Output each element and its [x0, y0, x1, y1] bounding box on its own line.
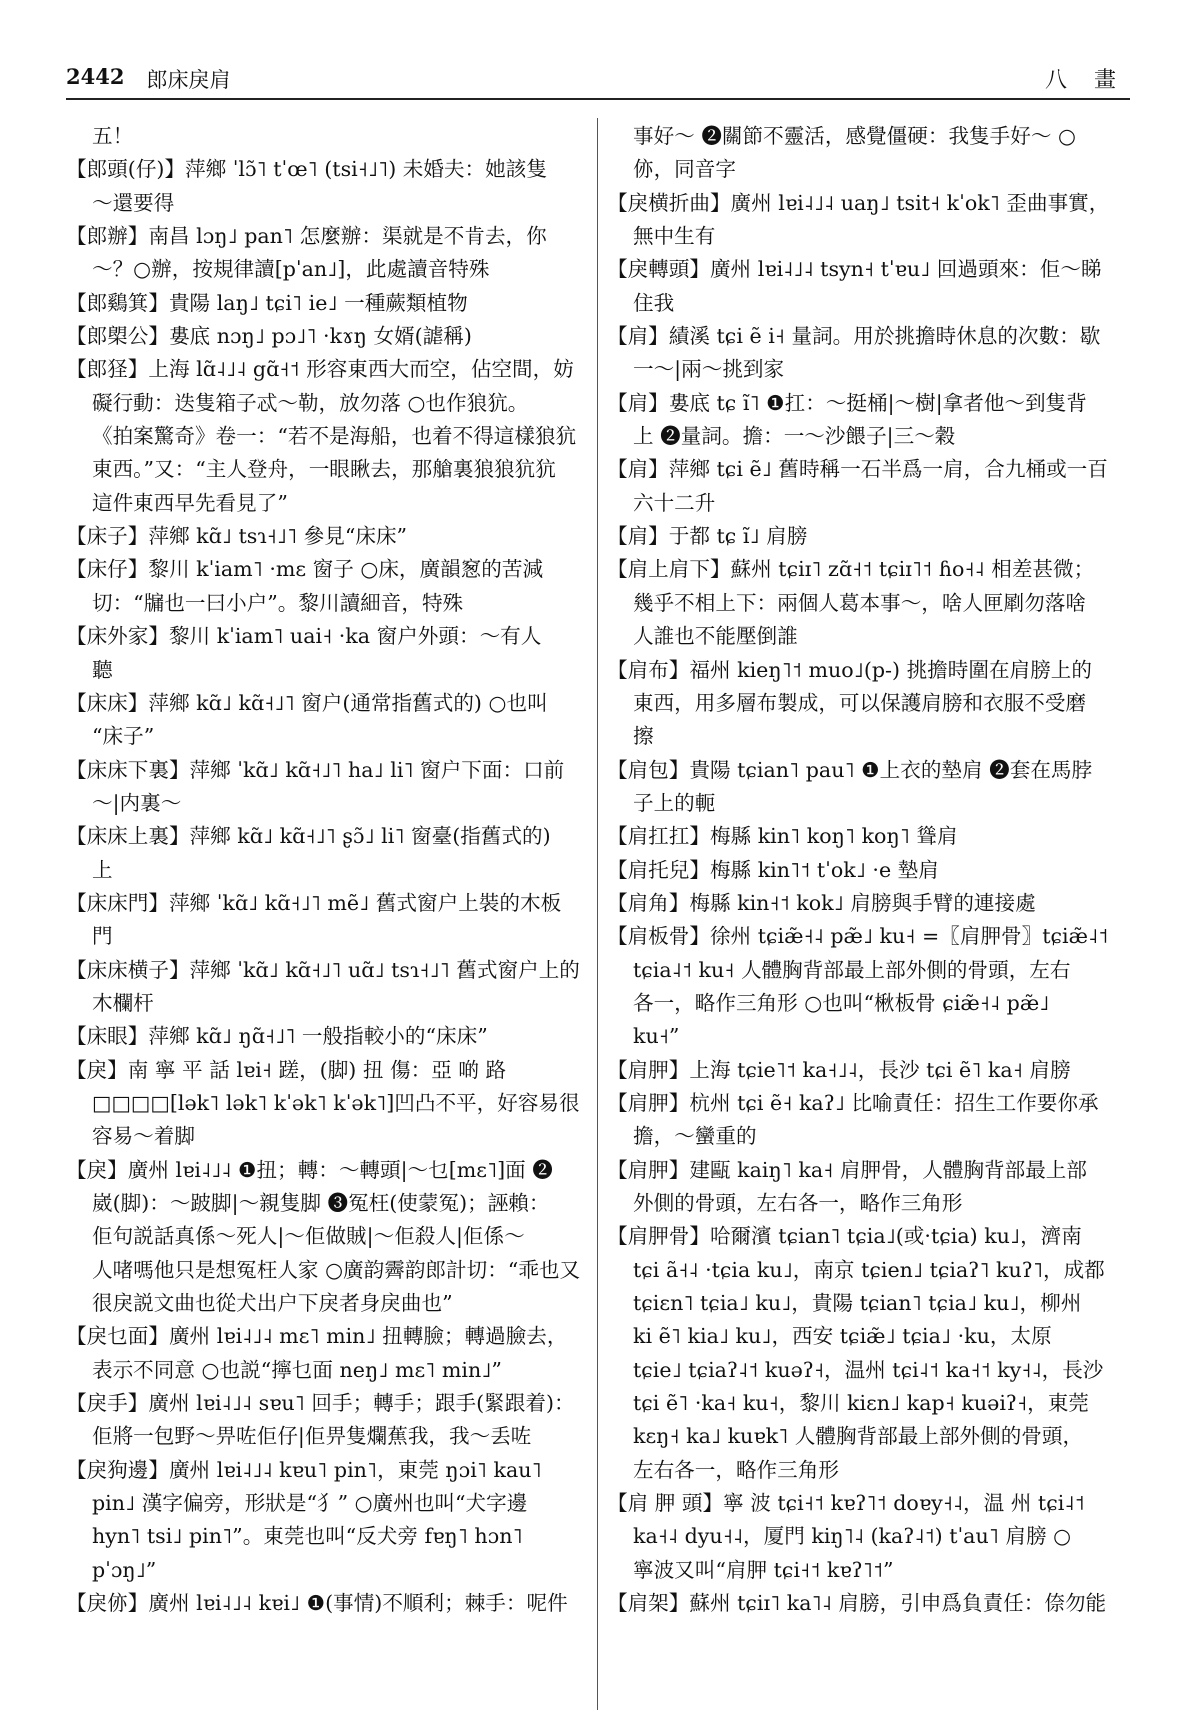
entry-continuation-line: 很戾説文曲也從犬出户下戾者身戾曲也” [92, 1291, 453, 1316]
entry-continuation-line: tɕi ã˧˨ ·tɕia ku˩，南京 tɕien˩ tɕiaʔ˥ kuʔ˥，成都 [633, 1257, 1105, 1282]
entry-continuation-line: ku˧” [633, 1024, 680, 1049]
entry-continuation-line: tɕie˩ tɕiaʔ˨˦ kuəʔ˧，温州 tɕi˨˦ ka˧˦ ky˧˨，長沙 [633, 1357, 1104, 1382]
entry-continuation-line: ka˧˨ dyu˧˨，厦門 kiŋ˥˨ (kaʔ˨˦) tˈau˥ 肩膀 ○ [633, 1524, 1072, 1549]
entry-continuation-line: ～？○辦，按規律讀[pˈan˩]，此處讀音特殊 [92, 257, 490, 282]
entry-continuation-line: 聽 [92, 657, 113, 682]
entry-line: 【肩胛】杭州 tɕi ẽ˧ kaʔ˩ 比喻責任：招生工作要你承 [607, 1090, 1099, 1115]
entry-line: 【肩扛扛】梅縣 kin˥ koŋ˥ koŋ˥ 聳肩 [607, 824, 958, 849]
entry-line: 【戾】南 寧 平 話 lɐi˧ 蹉，(脚) 扭 傷：亞 啲 路 [66, 1057, 507, 1082]
entry-line: 【床床上裏】萍鄉 kɑ̃˩ kɑ̃˧˩˥ ʂɔ̃˩ li˥ 窗臺(指舊式的) [66, 824, 551, 849]
entry-continuation-line: 佢句説話真係～死人|～佢做賊|～佢殺人|佢係～ [92, 1224, 525, 1249]
entry-continuation-line: pin˩ 漢字偏旁，形狀是“犭” ○廣州也叫“犬字邊 [92, 1491, 528, 1516]
entry-line: 【床眼】萍鄉 kɑ̃˩ ŋɑ̃˧˩˥ 一般指較小的“床床” [66, 1024, 488, 1049]
page-number: 2442 [66, 64, 125, 89]
entry-continuation-line: ～|内裏～ [92, 790, 182, 815]
entry-continuation-line: 上 ❷量詞。擔：一～沙餵子|三～穀 [633, 424, 956, 449]
entry-continuation-line: 門 [92, 924, 113, 949]
entry-continuation-line: □□□□[lək˥ lək˥ kˈək˥ kˈək˥]凹凸不平，好容易很 [92, 1090, 580, 1115]
entry-line: 【郎㹩】上海 lɑ̃˨˩˨ gɑ̃˧˦ 形容東西大而空，佔空間，妨 [66, 357, 574, 382]
entry-continuation-line: 崴(脚)：～跛脚|～親隻脚 ❸冤枉(使蒙冤)；誣賴： [92, 1191, 550, 1215]
entry-line: 【肩胛骨】哈爾濱 tɕian˥ tɕia˩(或·tɕia) ku˩，濟南 [607, 1224, 1082, 1249]
entry-line: 【床子】萍鄉 kɑ̃˩ tsɿ˧˩˥ 參見“床床” [66, 524, 408, 549]
entry-continuation-line: 人誰也不能壓倒誰 [633, 624, 798, 649]
entry-continuation-line: 五！ [92, 124, 134, 148]
entry-line: 【戾狗邊】廣州 lɐi˨˩˨ kɐu˥ pin˥，東莞 ŋɔi˥ kau˥ [66, 1457, 542, 1482]
entry-line: 【郎頭(仔)】萍鄉 ˈlɔ̃˥ tˈœ˥ (tsi˧˩˥) 未婚夫：她該隻 [66, 157, 547, 182]
entry-continuation-line: kɛŋ˧ ka˩ kuɐk˥ 人體胸背部最上部外側的骨頭， [633, 1424, 1084, 1449]
entry-line: 【床床横子】萍鄉 ˈkɑ̃˩ kɑ̃˧˩˥ uɑ̃˩ tsɿ˧˩˥ 舊式窗户上的 [66, 957, 580, 982]
entry-line: 【肩布】福州 kieŋ˥˦ muo˩(p-) 挑擔時圍在肩膀上的 [607, 657, 1092, 682]
entry-continuation-line: 幾乎不相上下：兩個人葛本事～，啥人匣㓾勿落啥 [633, 590, 1087, 615]
entry-continuation-line: pˈɔŋ˩” [92, 1557, 157, 1582]
entry-line: 【肩上肩下】蘇州 tɕiɪ˥ zɑ̃˧˦ tɕiɪ˥˦ ɦo˧˨ 相差甚微； [607, 557, 1095, 582]
entry-continuation-line: 切：“牖也一曰小户”。黎川讀細音，特殊 [92, 590, 464, 615]
entry-continuation-line: 寧波又叫“肩胛 tɕi˧˦ kɐʔ˥˦” [633, 1557, 894, 1582]
entry-line: 【肩】績溪 tɕi ẽ i˧ 量詞。用於挑擔時休息的次數：歇 [607, 324, 1101, 349]
entry-continuation-line: 容易～着脚 [92, 1124, 195, 1149]
entry-continuation-line: 左右各一，略作三角形 [633, 1457, 839, 1482]
entry-continuation-line: 擦 [633, 724, 654, 749]
entry-continuation-line: “床子” [92, 724, 155, 749]
entry-continuation-line: 佢將一包野～畀咗佢仔|佢畀隻爛蕉我，我～丢咗 [92, 1424, 532, 1449]
entry-line: 【戾横折曲】廣州 lɐi˨˩˨ uaŋ˩ tsit˧ kˈok˥ 歪曲事實， [607, 190, 1110, 215]
running-title: 郎床戾肩 [146, 68, 231, 92]
entry-continuation-line: hyn˥ tsi˩ pin˥”。東莞也叫“反犬旁 fɐŋ˥ hɔn˥ [92, 1524, 523, 1549]
entry-line: 【肩胛】上海 tɕie˥˦ ka˧˩˨，長沙 tɕi ẽ˥ ka˧ 肩膀 [607, 1057, 1071, 1082]
entry-continuation-line: 表示不同意 ○也説“擰乜面 neŋ˩ mɛ˥ min˩” [92, 1357, 502, 1382]
page-header [66, 60, 1130, 100]
entry-continuation-line: 一～|兩～挑到家 [633, 357, 785, 382]
entry-continuation-line: 各一，略作三角形 ○也叫“楸板骨 ɕiæ̃˧˨ pæ̃˩ [633, 990, 1050, 1015]
entry-continuation-line: 子上的軛 [633, 790, 716, 815]
header-left [66, 64, 230, 94]
entry-continuation-line: 人啫嗎他只是想冤枉人家 ○廣韵霽韵郎計切：“乖也又 [92, 1257, 581, 1282]
entry-line: 【戾】廣州 lɐi˨˩˨ ❶扭；轉：～轉頭|～乜[mɛ˥]面 ❷ [66, 1157, 553, 1182]
entry-line: 【戾轉頭】廣州 lɐi˨˩˨ tsyn˧ tˈɐu˩ 回過頭來：佢～睇 [607, 257, 1102, 282]
entry-line: 【肩架】蘇州 tɕiɪ˥ ka˥˨ 肩膀，引申爲負責任：倷勿能 [607, 1591, 1107, 1616]
left-column [66, 120, 589, 1710]
entry-continuation-line: 外側的骨頭，左右各一，略作三角形 [633, 1191, 963, 1215]
entry-line: 【肩包】貴陽 tɕian˥ pau˥ ❶上衣的墊肩 ❷套在馬脖 [607, 757, 1093, 782]
entry-continuation-line: 木欄杆 [92, 990, 154, 1015]
entry-continuation-line: 東西，用多層布製成，可以保護肩膀和衣服不受磨 [633, 690, 1087, 715]
entry-continuation-line: ki ẽ˥ kia˩ ku˩，西安 tɕiæ̃˩ tɕia˩ ·ku，太原 [633, 1324, 1052, 1349]
entry-continuation-line: tɕiɛn˥ tɕia˩ ku˩，貴陽 tɕian˥ tɕia˩ ku˩，柳州 [633, 1291, 1082, 1316]
entry-line: 【床床下裏】萍鄉 ˈkɑ̃˩ kɑ̃˧˩˥ ha˩ li˥ 窗户下面：口前 [66, 757, 565, 782]
entry-line: 【床床】萍鄉 kɑ̃˩ kɑ̃˧˩˥ 窗户(通常指舊式的) ○也叫 [66, 690, 548, 715]
entry-continuation-line: 㑊，同音字 [633, 157, 736, 182]
entry-continuation-line: 東西。”又：“主人登舟，一眼瞅去，那艙裏狼狼犺犺 [92, 457, 556, 482]
entry-line: 【郎鷄箕】貴陽 laŋ˩ tɕi˥ ie˩ 一種蕨類植物 [66, 290, 468, 315]
column-divider [597, 118, 598, 1710]
entry-continuation-line: 上 [92, 857, 113, 882]
entry-line: 【戾手】廣州 lɐi˨˩˨ sɐu˥ 回手；轉手；跟手(緊跟着)： [66, 1391, 575, 1416]
entry-line: 【肩】婁底 tɕ ĩ˥ ❶扛：～挺桶|～樹|拿者他～到隻背 [607, 390, 1087, 415]
entry-line: 【肩板骨】徐州 tɕiæ̃˧˨ pæ̃˩ ku˧ =〖肩胛骨〗tɕiæ̃˨˦ [607, 924, 1109, 949]
entry-line: 【肩 胛 頭】寧 波 tɕi˧˦ kɐʔ˥˦ doɐy˧˨，温 州 tɕi˨˦ [607, 1491, 1085, 1516]
section-title: 八 畫 [1045, 68, 1126, 93]
entry-continuation-line: 住我 [633, 290, 675, 315]
entry-continuation-line: ～還要得 [92, 190, 175, 215]
entry-continuation-line: 這件東西早先看見了” [92, 490, 288, 515]
entry-continuation-line: tɕi ẽ˥ ·ka˧ ku˧，黎川 kiɛn˩ kap˧ kuəiʔ˧，東莞 [633, 1391, 1089, 1416]
entry-continuation-line: 礙行動：迭隻箱子忒～勒，放勿落 ○也作狼犺。 [92, 390, 529, 415]
entry-continuation-line: tɕia˨˦ ku˧ 人體胸背部最上部外側的骨頭，左右 [633, 957, 1071, 982]
entry-line: 【戾乜面】廣州 lɐi˨˩˨ mɛ˥ min˩ 扭轉臉；轉過臉去， [66, 1324, 568, 1349]
entry-continuation-line: 六十二升 [633, 490, 716, 515]
entry-continuation-line: 《拍案驚奇》卷一：“若不是海船，也着不得這樣狼犺 [92, 424, 577, 449]
entry-continuation-line: 無中生有 [633, 224, 716, 249]
entry-line: 【戾㑊】廣州 lɐi˨˩˨ kɐi˩ ❶(事情)不順利；棘手：呢件 [66, 1591, 568, 1616]
entry-line: 【肩】萍鄉 tɕi ẽ˩ 舊時稱一石半爲一肩，合九桶或一百 [607, 457, 1108, 482]
entry-line: 【肩托兒】梅縣 kin˥˦ tˈok˩ ·e 墊肩 [607, 857, 939, 882]
entry-line: 【肩】于都 tɕ ĩ˩ 肩膀 [607, 524, 808, 549]
entry-line: 【郎㮾公】婁底 nɔŋ˩ pɔ˩˥ ·kɤŋ 女婿(謔稱) [66, 324, 472, 349]
entry-continuation-line: 擔，～蠻重的 [633, 1124, 757, 1149]
entry-line: 【郎辦】南昌 lɔŋ˩ pan˥ 怎麼辦：渠就是不肯去，你 [66, 224, 547, 249]
entry-line: 【床床門】萍鄉 ˈkɑ̃˩ kɑ̃˧˩˥ mẽ˩ 舊式窗户上裝的木板 [66, 890, 562, 915]
entry-line: 【肩胛】建甌 kaiŋ˥ ka˧ 肩胛骨，人體胸背部最上部 [607, 1157, 1087, 1182]
right-column [607, 120, 1130, 1710]
entry-line: 【肩角】梅縣 kin˧˦ kok˩ 肩膀與手臂的連接處 [607, 890, 1036, 915]
entry-line: 【床仔】黎川 kˈiam˥ ·mɛ 窗子 ○床，廣韻䆫的苦減 [66, 557, 544, 582]
entry-line: 【床外家】黎川 kˈiam˥ uai˧ ·ka 窗户外頭：～有人 [66, 624, 542, 649]
entry-continuation-line: 事好～ ❷關節不靈活，感覺僵硬：我隻手好～ ○ [633, 124, 1076, 148]
